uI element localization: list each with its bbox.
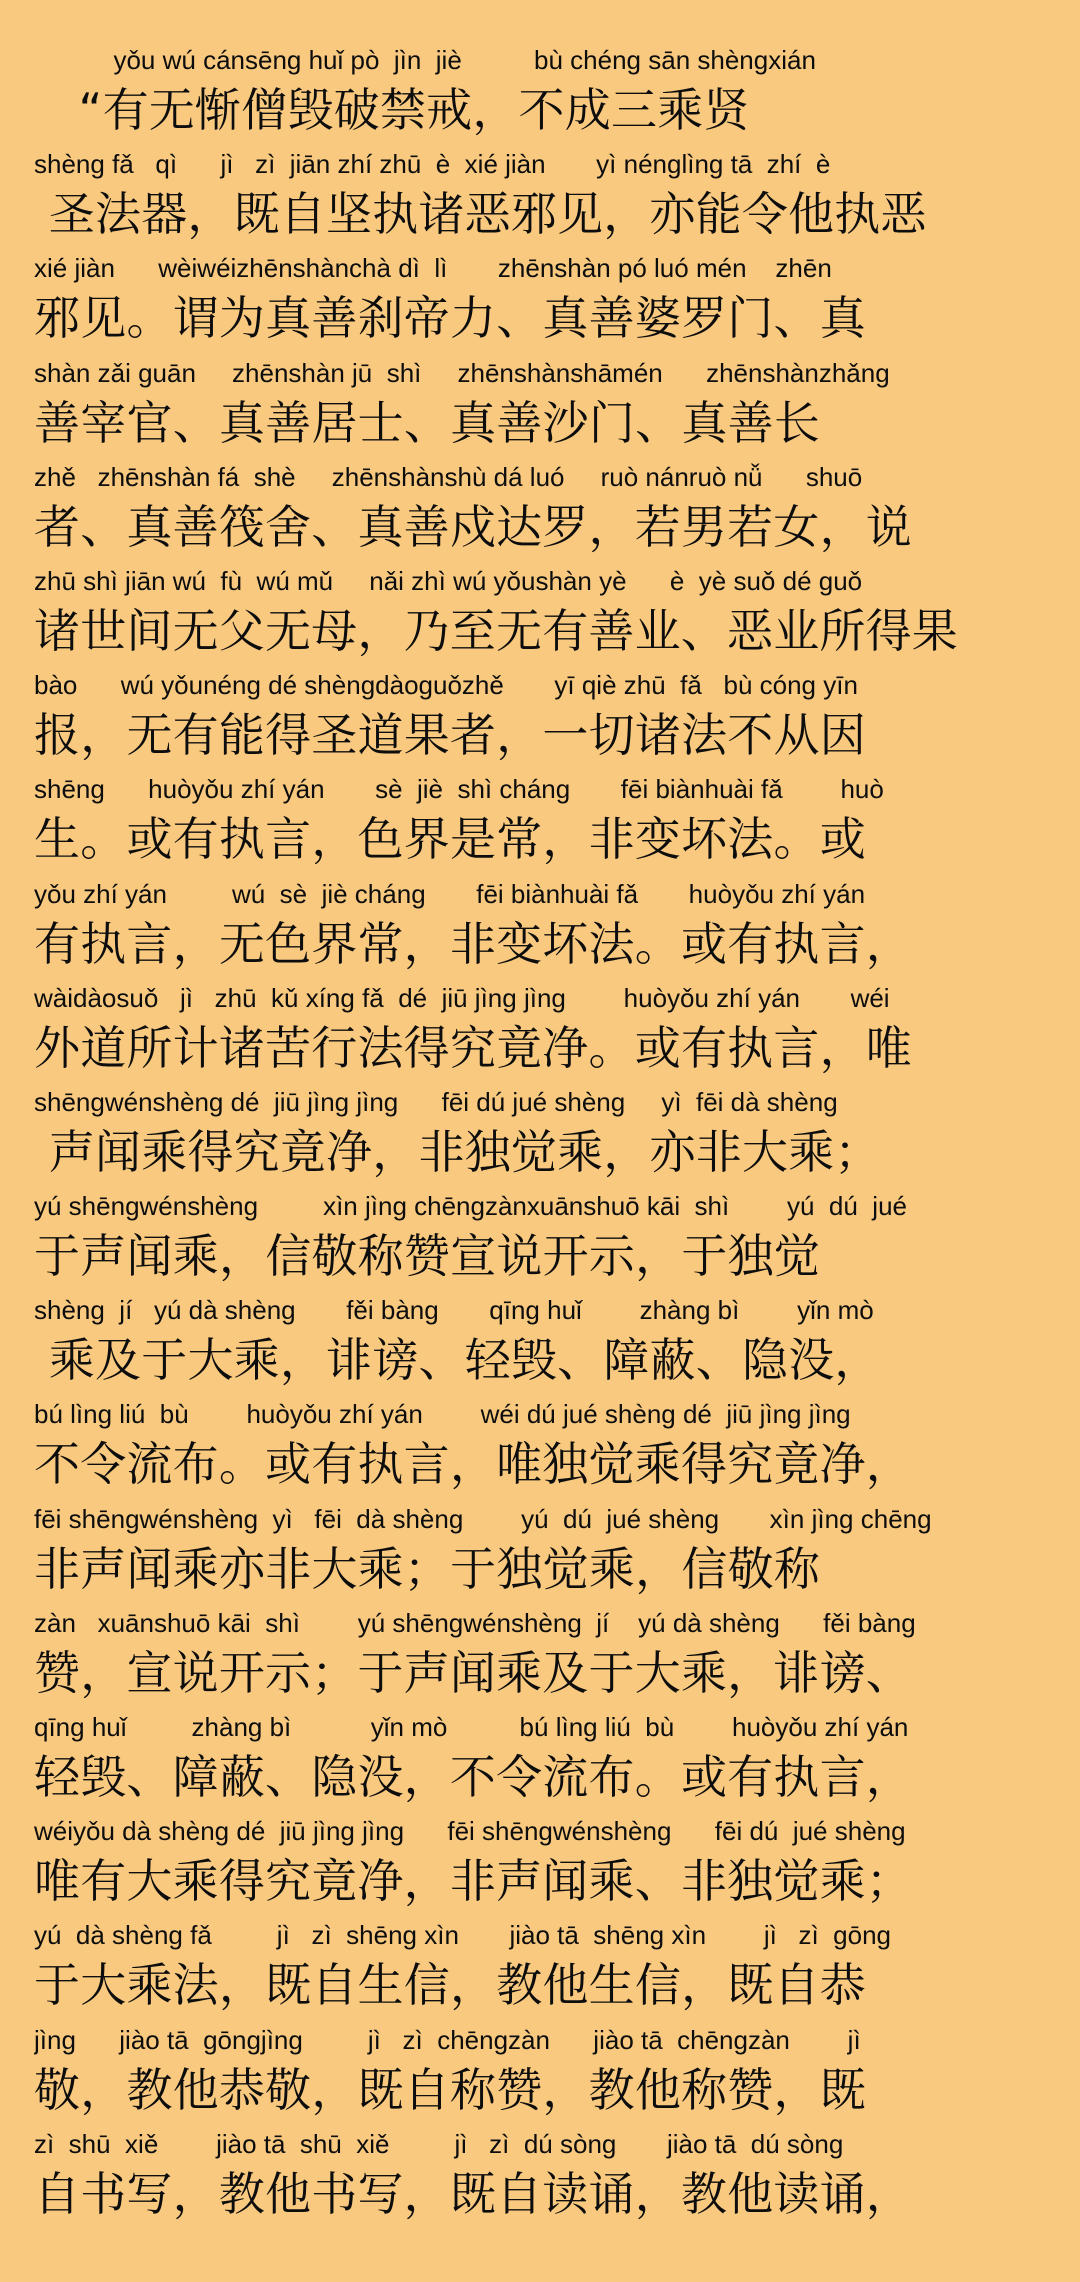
chinese-text: 外道所计诸苦行法得究竟净。或有执言，唯 [34, 1020, 912, 1075]
pinyin-annotation: bú lìng liú bù huòyǒu zhí yán wéi dú jué shèng dé jiū jìng jìng [34, 1399, 851, 1430]
pinyin-annotation: yú shēngwénshèng xìn jìng chēngzànxuānshuō kāi shì yú dú jué [34, 1191, 907, 1222]
pinyin-annotation: shèng jí yú dà shèng fěi bàng qīng huǐ zhàng bì yǐn mò [34, 1295, 874, 1326]
chinese-text: 于大乘法，既自生信，教他生信，既自恭 [34, 1958, 866, 2013]
chinese-text: 善宰官、真善居士、真善沙门、真善长 [34, 395, 821, 450]
pinyin-annotation: zhě zhēnshàn fá shè zhēnshànshù dá luó ruò nánruò nǚ shuō [34, 461, 863, 492]
text-line [34, 1813, 1046, 1917]
text-line [34, 980, 1046, 1084]
pinyin-annotation: shēngwénshèng dé jiū jìng jìng fēi dú jué shèng yì fēi dà shèng [34, 1086, 838, 1117]
text-line [34, 563, 1046, 667]
chinese-text: 者、真善筏舍、真善戍达罗，若男若女，说 [34, 499, 912, 554]
pinyin-annotation: wéiyǒu dà shèng dé jiū jìng jìng fēi shēngwénshèng fēi dú jué shèng [34, 1816, 906, 1847]
chinese-text: 圣法器，既自坚执诸恶邪见，亦能令他执恶 [34, 187, 927, 242]
pinyin-annotation: qīng huǐ zhàng bì yǐn mò bú lìng liú bù huòyǒu zhí yán [34, 1712, 909, 1742]
chinese-text: 赞，宣说开示；于声闻乘及于大乘，诽谤、 [34, 1645, 912, 1700]
chinese-text: 非声闻乘亦非大乘；于独觉乘，信敬称 [34, 1541, 821, 1596]
text-line [34, 2022, 1046, 2126]
pinyin-annotation: zhū shì jiān wú fù wú mǔ nǎi zhì wú yǒushàn yè è yè suǒ dé guǒ [34, 565, 863, 596]
pinyin-annotation: zàn xuānshuō kāi shì yú shēngwénshèng jí yú dà shèng fěi bàng [34, 1607, 916, 1638]
chinese-text: 乘及于大乘，诽谤、轻毁、障蔽、隐没， [34, 1333, 881, 1388]
pinyin-annotation: zì shū xiě jiào tā shū xiě jì zì dú sòng jiào tā dú sòng [34, 2128, 844, 2159]
chinese-text: 生。或有执言，色界是常，非变坏法。或 [34, 812, 866, 867]
text-line [34, 146, 1046, 250]
pinyin-annotation: yú dà shèng fǎ jì zì shēng xìn jiào tā shēng xìn jì zì gōng [34, 1920, 892, 1951]
chinese-text: 声闻乘得究竟净，非独觉乘，亦非大乘； [34, 1124, 881, 1179]
text-line [34, 250, 1046, 354]
pinyin-annotation: bào wú yǒunéng dé shèngdàoguǒzhě yī qiè zhū fǎ bù cóng yīn [34, 670, 858, 701]
text-line [34, 1709, 1046, 1813]
text-line [34, 771, 1046, 875]
text-line [34, 2126, 1046, 2230]
pinyin-annotation: shēng huòyǒu zhí yán sè jiè shì cháng fēi biànhuài fǎ huò [34, 774, 884, 805]
chinese-text: 轻毁、障蔽、隐没，不令流布。或有执言， [34, 1750, 912, 1804]
chinese-text: 于声闻乘，信敬称赞宣说开示，于独觉 [34, 1229, 821, 1284]
text-line [34, 355, 1046, 459]
text-line [34, 459, 1046, 563]
chinese-text: 唯有大乘得究竟净，非声闻乘、非独觉乘； [34, 1854, 912, 1909]
pinyin-annotation: shàn zǎi guān zhēnshàn jū shì zhēnshànshāmén zhēnshànzhǎng [34, 357, 890, 388]
text-line [34, 1292, 1046, 1396]
text-line [34, 1084, 1046, 1188]
chinese-text: 报，无有能得圣道果者，一切诸法不从因 [34, 708, 866, 763]
chinese-text: “有无惭僧毁破禁戒，不成三乘贤 [34, 83, 750, 137]
chinese-text: 自书写，教他书写，既自读诵，教他读诵， [34, 2166, 912, 2221]
text-line [34, 667, 1046, 771]
text-line [34, 1501, 1046, 1605]
chinese-text: 诸世间无父无母，乃至无有善业、恶业所得果 [34, 603, 958, 658]
pinyin-annotation: wàidàosuǒ jì zhū kǔ xíng fǎ dé jiū jìng jìng huòyǒu zhí yán wéi [34, 982, 890, 1013]
text-line [34, 1917, 1046, 2021]
chinese-text: 敬，教他恭敬，既自称赞，教他称赞，既 [34, 2062, 866, 2117]
pinyin-annotation: shèng fǎ qì jì zì jiān zhí zhū è xié jiàn yì nénglìng tā zhí è [34, 149, 831, 180]
pinyin-annotation: jìng jiào tā gōngjìng jì zì chēngzàn jiào tā chēngzàn jì [34, 2024, 861, 2055]
chinese-text: 邪见。谓为真善刹帝力、真善婆罗门、真 [34, 291, 866, 346]
chinese-text: 不令流布。或有执言，唯独觉乘得究竟净， [34, 1437, 912, 1492]
pinyin-annotation: yǒu wú cánsēng huǐ pò jìn jiè bù chéng sān shèngxián [34, 45, 816, 75]
text-line [34, 876, 1046, 980]
chinese-text: 有执言，无色界常，非变坏法。或有执言， [34, 916, 912, 971]
pinyin-annotation: xié jiàn wèiwéizhēnshànchà dì lì zhēnshàn pó luó mén zhēn [34, 253, 832, 284]
text-line [34, 1188, 1046, 1292]
text-line [34, 42, 1046, 146]
text-line [34, 1605, 1046, 1709]
pinyin-annotation: yǒu zhí yán wú sè jiè cháng fēi biànhuài fǎ huòyǒu zhí yán [34, 878, 866, 909]
text-line [34, 1396, 1046, 1500]
pinyin-annotation: fēi shēngwénshèng yì fēi dà shèng yú dú jué shèng xìn jìng chēng [34, 1503, 932, 1534]
